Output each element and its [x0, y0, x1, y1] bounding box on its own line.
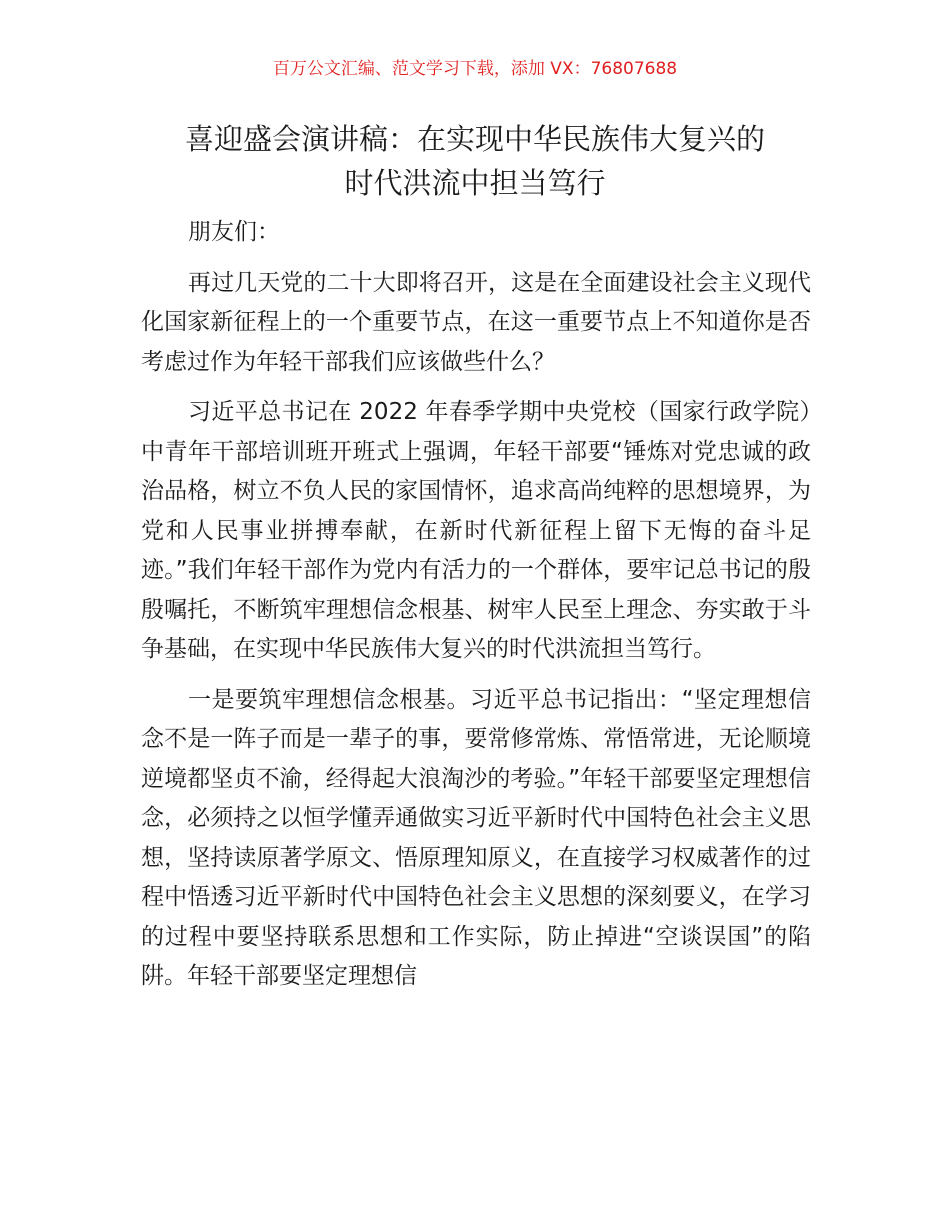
paragraph-2: 习近平总书记在 2022 年春季学期中央党校（国家行政学院）中青年干部培训班开班式上强调，年轻干部要“锤炼对党忠诚的政治品格，树立不负人民的家国情怀，追求高尚纯粹的思想境界，为党和人民事业拼搏奉献，在新时代新征程上留下无悔的奋斗足迹。”我们年轻干部作为党内有活力的一个群体，要牢记总书记的殷殷嘱托，不断筑牢理想信念根基、树牢人民至上理念、夯实敢于斗争基础，在实现中华民族伟大复兴的时代洪流担当笃行。 — [141, 399, 811, 662]
paragraph-3: 一是要筑牢理想信念根基。习近平总书记指出：“坚定理想信念不是一阵子而是一辈子的事，要常修常炼、常悟常进，无论顺境逆境都坚贞不渝，经得起大浪淘沙的考验。”年轻干部要坚定理想信念，必须持之以恒学懂弄通做实习近平新时代中国特色社会主义思想，坚持读原著学原文、悟原理知原义，在直接学习权威著作的过程中悟透习近平新时代中国特色社会主义思想的深刻要义，在学习的过程中要坚持联系思想和工作实际，防止掉进“空谈误国”的陷阱。年轻干部要坚定理想信 — [141, 686, 811, 989]
title-line-1: 喜迎盛会演讲稿：在实现中华民族伟大复兴的 — [184, 122, 765, 156]
paragraph-1: 再过几天党的二十大即将召开，这是在全面建设社会主义现代化国家新征程上的一个重要节点，在这一重要节点上不知道你是否考虑过作为年轻干部我们应该做些什么？ — [141, 269, 811, 375]
salutation: 朋友们： — [188, 219, 280, 245]
header-note: 百万公文汇编、范文学习下载，添加 VX：76807688 — [272, 59, 678, 79]
page-title — [100, 117, 850, 205]
document-body — [141, 213, 811, 1008]
title-line-2: 时代洪流中担当笃行 — [344, 166, 606, 200]
